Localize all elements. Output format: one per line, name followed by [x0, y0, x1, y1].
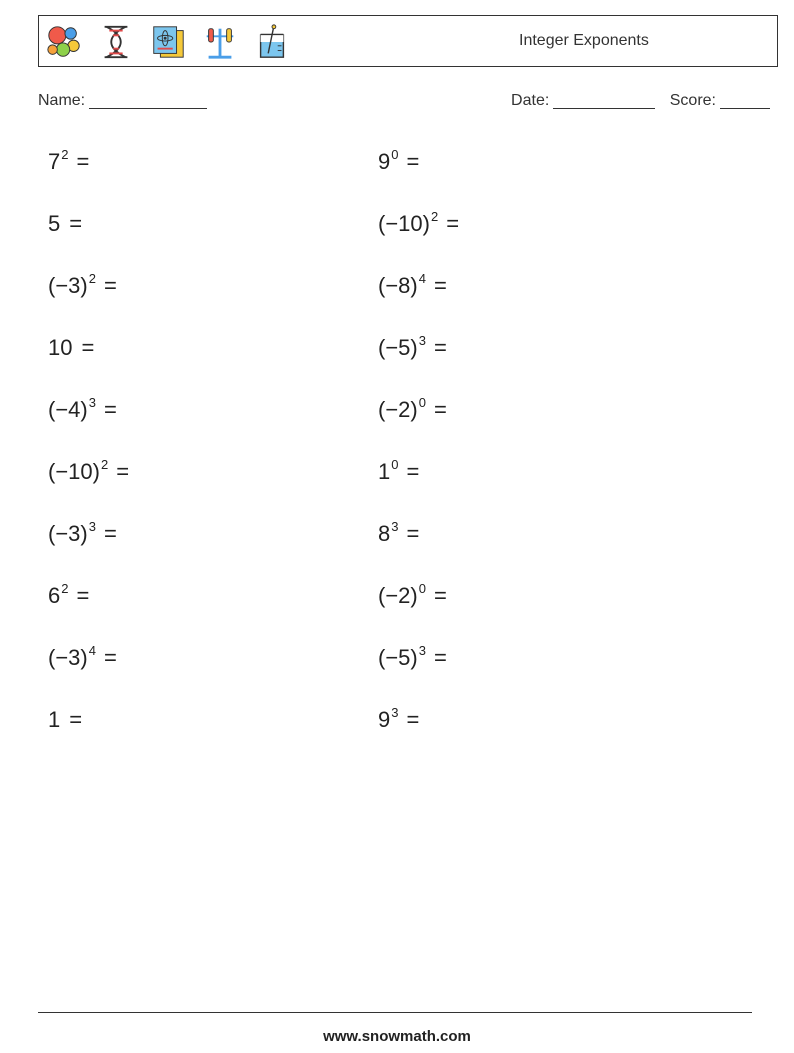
- problem-equals: =: [69, 707, 83, 732]
- problem-equals: =: [81, 335, 95, 360]
- problem: [48, 512, 378, 574]
- problem-base: (−10): [378, 211, 430, 236]
- problem-exponent: 3: [418, 643, 426, 658]
- problem-base: 5: [48, 211, 61, 236]
- problem-base: (−2): [378, 583, 418, 608]
- problem-equals: =: [69, 211, 83, 236]
- problem-exponent: 4: [88, 643, 96, 658]
- problem-equals: =: [76, 583, 90, 608]
- atom-book-icon: [149, 22, 187, 62]
- date-blank[interactable]: [553, 92, 655, 109]
- problem-exponent: 3: [88, 395, 96, 410]
- molecule-icon: [45, 22, 83, 62]
- problem: [48, 636, 378, 698]
- date-label: Date:: [511, 92, 550, 109]
- problem: [378, 450, 708, 512]
- problem: [48, 698, 378, 760]
- problem-equals: =: [103, 273, 117, 298]
- problem-equals: =: [406, 149, 420, 174]
- problem-equals: =: [116, 459, 130, 484]
- worksheet-title: Integer Exponents: [519, 32, 649, 49]
- header-icons: [45, 20, 291, 64]
- problem: [48, 450, 378, 512]
- problem-base: 7: [48, 149, 61, 174]
- problem-exponent: 4: [418, 271, 426, 286]
- problem-base: (−8): [378, 273, 418, 298]
- worksheet-header: [38, 15, 778, 67]
- problem-equals: =: [103, 521, 117, 546]
- test-tube-rack-icon: [201, 22, 239, 62]
- problem: [378, 512, 708, 574]
- problem-equals: =: [433, 273, 447, 298]
- problem: [48, 388, 378, 450]
- problem-exponent: 0: [391, 147, 399, 162]
- problem-grid: [48, 140, 748, 760]
- problem: [378, 264, 708, 326]
- problem-equals: =: [406, 459, 420, 484]
- problem-equals: =: [433, 335, 447, 360]
- problem-base: 10: [48, 335, 73, 360]
- problem-exponent: 2: [61, 581, 69, 596]
- problem-exponent: 3: [391, 705, 399, 720]
- problem-exponent: 3: [88, 519, 96, 534]
- footer-website: www.snowmath.com: [323, 1028, 471, 1045]
- problem-equals: =: [433, 645, 447, 670]
- problem: [48, 574, 378, 636]
- name-label: Name:: [38, 92, 86, 109]
- problem: [48, 202, 378, 264]
- problem-equals: =: [446, 211, 460, 236]
- problem: [48, 326, 378, 388]
- problem-base: (−2): [378, 397, 418, 422]
- problem-exponent: 2: [88, 271, 96, 286]
- problem: [48, 140, 378, 202]
- problem-base: 1: [378, 459, 391, 484]
- problem-base: (−5): [378, 335, 418, 360]
- score-label: Score:: [669, 92, 716, 109]
- problem-equals: =: [406, 521, 420, 546]
- problem-exponent: 0: [418, 395, 426, 410]
- problem-base: (−3): [48, 645, 88, 670]
- problem-exponent: 3: [418, 333, 426, 348]
- problem-exponent: 2: [430, 209, 439, 224]
- problem-exponent: 2: [61, 147, 69, 162]
- score-blank[interactable]: [720, 92, 770, 109]
- problem-equals: =: [76, 149, 90, 174]
- footer-divider: [38, 1012, 752, 1013]
- problem-base: 9: [378, 149, 391, 174]
- problem-base: (−3): [48, 273, 88, 298]
- problem-base: (−5): [378, 645, 418, 670]
- problem-equals: =: [433, 583, 447, 608]
- problem-exponent: 0: [391, 457, 399, 472]
- problem-base: (−4): [48, 397, 88, 422]
- problem: [48, 264, 378, 326]
- problem: [378, 574, 708, 636]
- problem: [378, 698, 708, 760]
- beaker-icon: [253, 22, 291, 62]
- problem-equals: =: [433, 397, 447, 422]
- problem-base: 8: [378, 521, 391, 546]
- date-score-fields: [511, 92, 770, 110]
- problem: [378, 326, 708, 388]
- problem-base: (−3): [48, 521, 88, 546]
- problem-equals: =: [103, 645, 117, 670]
- problem-base: (−10): [48, 459, 100, 484]
- problem: [378, 140, 708, 202]
- problem-base: 6: [48, 583, 61, 608]
- problem-exponent: 2: [100, 457, 109, 472]
- name-blank[interactable]: [89, 92, 207, 109]
- problem-base: 9: [378, 707, 391, 732]
- problem-exponent: 0: [418, 581, 426, 596]
- problem-exponent: 3: [391, 519, 399, 534]
- problem-equals: =: [406, 707, 420, 732]
- problem: [378, 636, 708, 698]
- problem: [378, 388, 708, 450]
- name-field: [38, 92, 207, 110]
- problem-base: 1: [48, 707, 61, 732]
- dna-icon: [97, 22, 135, 62]
- problem: [378, 202, 708, 264]
- problem-equals: =: [103, 397, 117, 422]
